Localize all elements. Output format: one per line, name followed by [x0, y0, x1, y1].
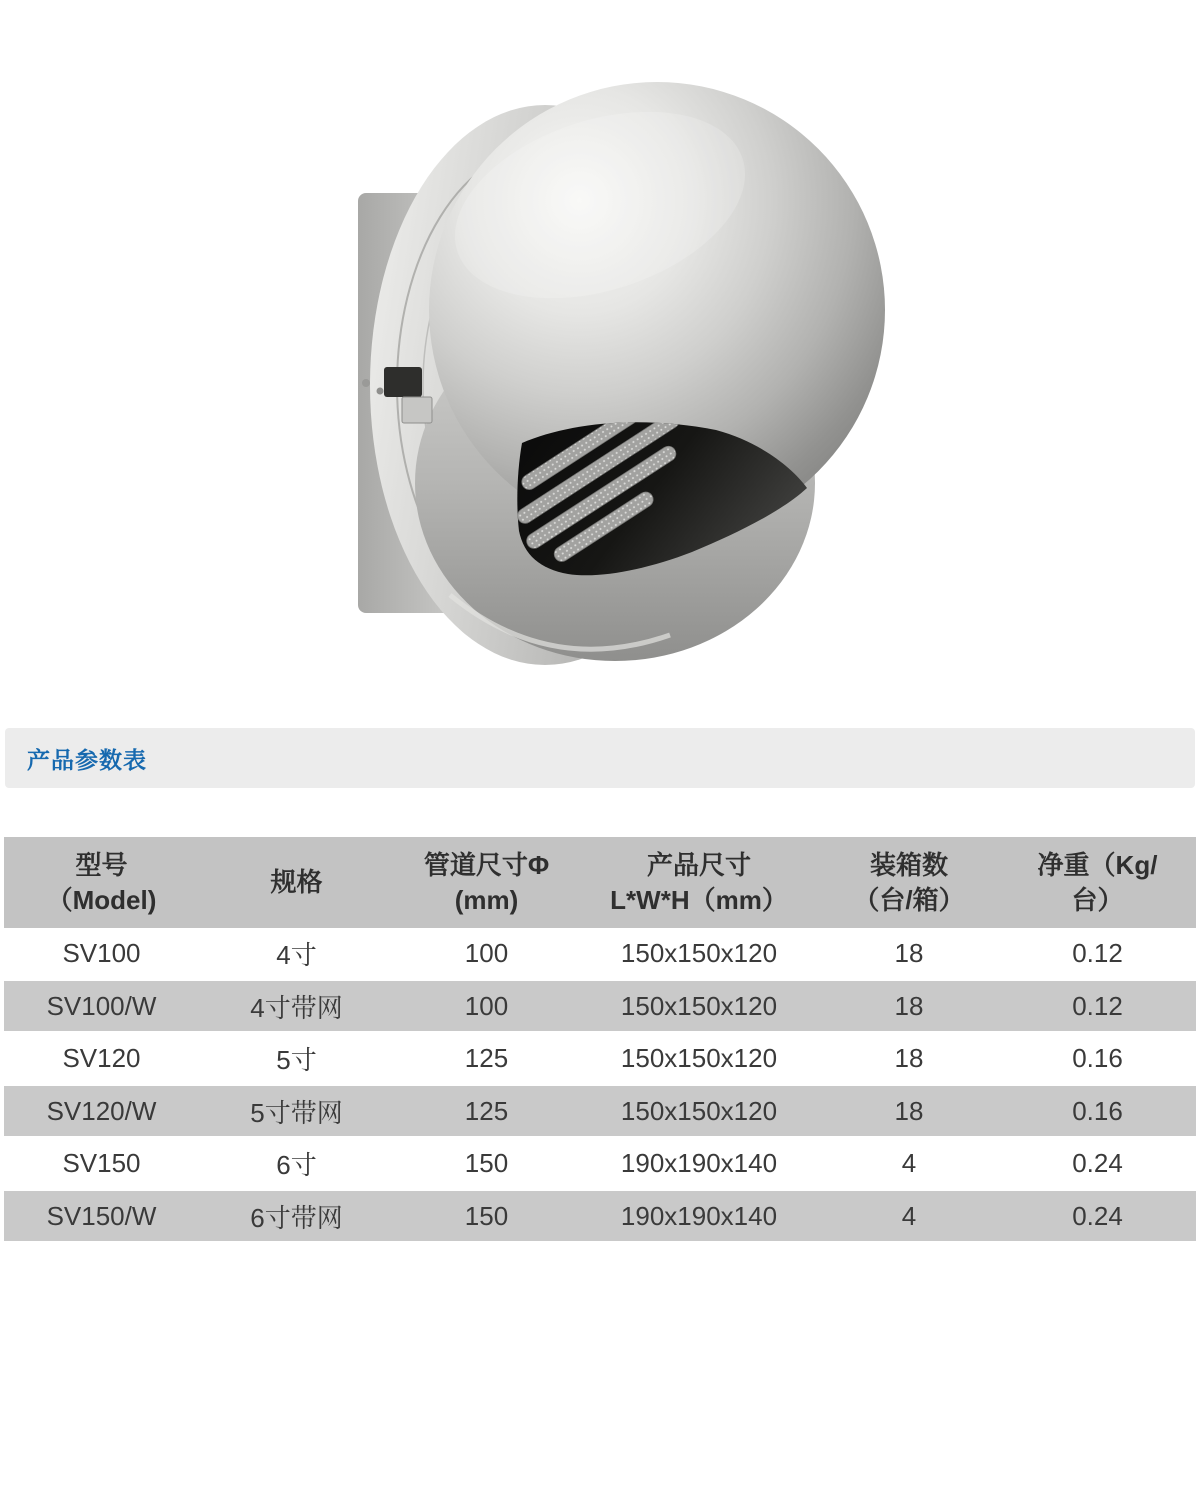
col-header-qty-line2: （台/箱）	[853, 884, 965, 915]
cell-duct-size: 150	[394, 1190, 579, 1243]
table-body	[4, 928, 1196, 1242]
cell-qty-per-carton: 4	[901, 1147, 917, 1178]
cell-spec: 4寸带网	[199, 980, 394, 1033]
col-header-spec	[199, 837, 394, 928]
col-header-weight-line2: 台）	[1071, 884, 1124, 915]
table-row	[4, 1085, 1196, 1138]
col-header-model-line1: 型号	[75, 849, 128, 880]
table-header	[4, 837, 1196, 928]
col-header-weight-line1: 净重（Kg/	[1037, 849, 1158, 880]
table-row	[4, 1190, 1196, 1243]
product-image	[300, 55, 900, 670]
cell-model: SV120/W	[4, 1085, 199, 1138]
col-header-duct-size	[394, 837, 579, 928]
cell-spec: 5寸	[276, 1044, 317, 1075]
cell-model: SV150	[62, 1147, 141, 1178]
cell-net-weight: 0.12	[1072, 937, 1123, 968]
col-header-product-size	[579, 837, 819, 928]
table-row	[4, 928, 1196, 980]
cell-product-size: 150x150x120	[579, 980, 819, 1033]
cell-duct-size: 150	[464, 1147, 509, 1178]
cell-model: SV100/W	[4, 980, 199, 1033]
cell-net-weight: 0.24	[1072, 1147, 1123, 1178]
cell-qty-per-carton: 18	[819, 1085, 999, 1138]
vent-cap-illustration	[300, 55, 900, 670]
table-header-row	[4, 837, 1196, 928]
col-header-model-line2: （Model)	[46, 884, 157, 915]
cell-net-weight: 0.16	[1072, 1042, 1123, 1073]
parameter-table	[4, 837, 1196, 1243]
col-header-qty-line1: 装箱数	[869, 849, 948, 880]
cell-qty-per-carton: 4	[819, 1190, 999, 1243]
cell-qty-per-carton: 18	[894, 1042, 924, 1073]
cell-model: SV100	[62, 937, 141, 968]
cell-model: SV120	[62, 1042, 141, 1073]
cell-spec: 6寸带网	[199, 1190, 394, 1243]
col-header-duct-size-line2: (mm)	[454, 884, 519, 915]
cell-qty-per-carton: 18	[894, 937, 924, 968]
cell-model: SV150/W	[4, 1190, 199, 1243]
col-header-model	[4, 837, 199, 928]
cell-qty-per-carton: 18	[819, 980, 999, 1033]
cell-product-size: 190x190x140	[579, 1190, 819, 1243]
cell-net-weight: 0.16	[999, 1085, 1196, 1138]
table-row	[4, 1032, 1196, 1085]
col-header-qty-per-carton	[819, 837, 999, 928]
col-header-product-size-line1: 产品尺寸	[646, 849, 751, 880]
cell-duct-size: 125	[394, 1085, 579, 1138]
cell-duct-size: 125	[464, 1042, 509, 1073]
cell-duct-size: 100	[464, 937, 509, 968]
col-header-product-size-line2: L*W*H（mm）	[610, 884, 788, 915]
cell-spec: 6寸	[276, 1149, 317, 1180]
cell-duct-size: 100	[394, 980, 579, 1033]
table-row	[4, 1137, 1196, 1190]
col-header-net-weight	[999, 837, 1196, 928]
table-row	[4, 980, 1196, 1033]
cell-spec: 4寸	[276, 939, 317, 970]
section-header-bar	[5, 728, 1195, 788]
cell-product-size: 190x190x140	[620, 1147, 778, 1178]
cell-spec: 5寸带网	[199, 1085, 394, 1138]
col-header-spec-line1: 规格	[270, 867, 323, 897]
cell-product-size: 150x150x120	[579, 1085, 819, 1138]
section-title: 产品参数表	[27, 746, 147, 773]
col-header-duct-size-line1: 管道尺寸Φ	[423, 849, 550, 880]
cell-product-size: 150x150x120	[620, 1042, 778, 1073]
cell-product-size: 150x150x120	[620, 937, 778, 968]
cell-net-weight: 0.12	[999, 980, 1196, 1033]
cell-net-weight: 0.24	[999, 1190, 1196, 1243]
